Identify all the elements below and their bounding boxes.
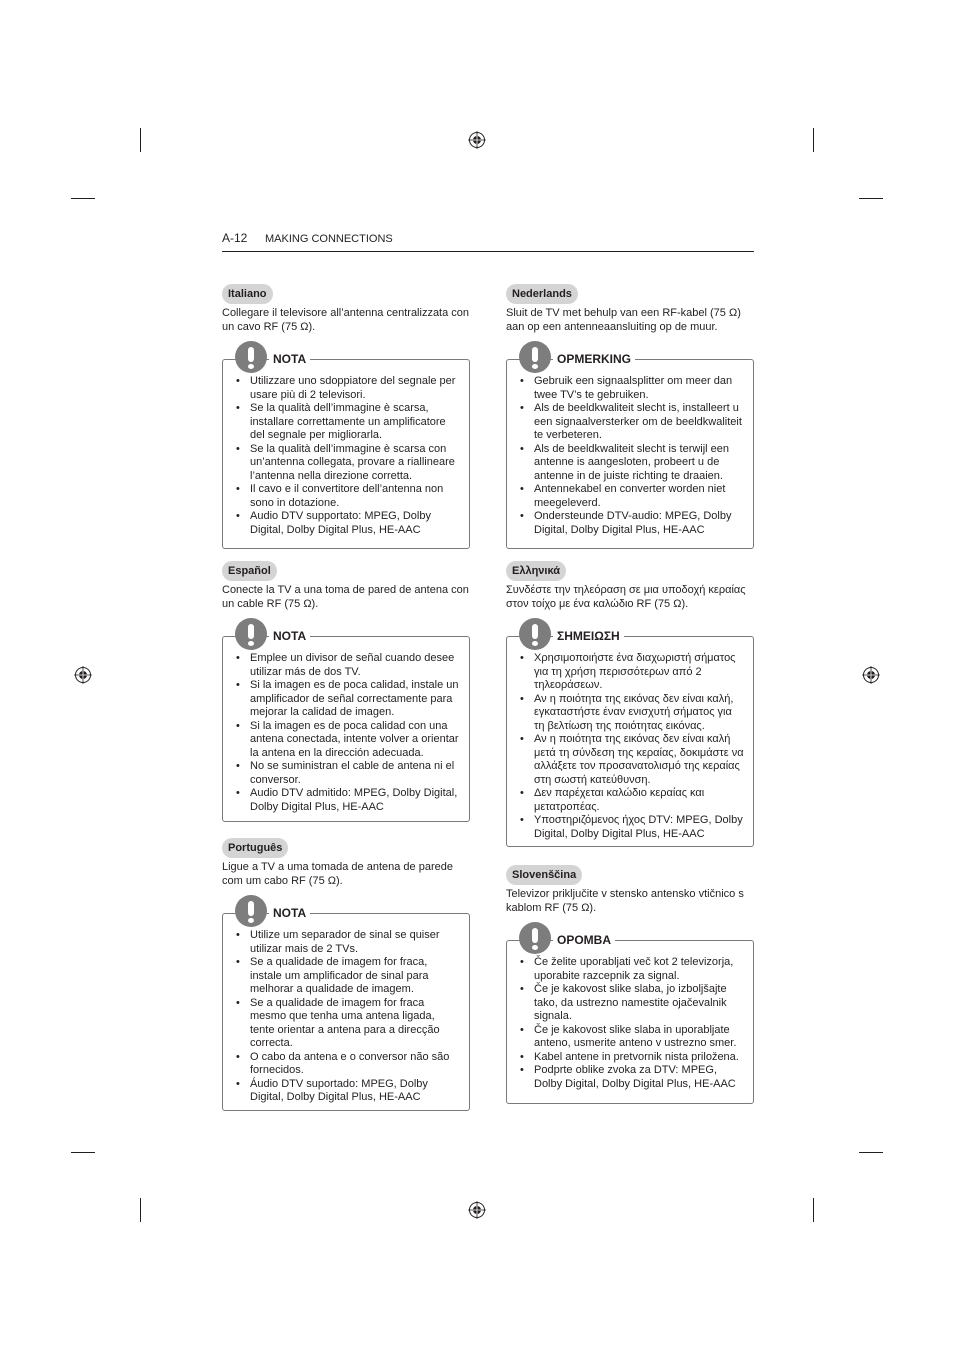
list-item: • Utilizzare uno sdoppiatore del segnale per usare più di 2 televisori. (223, 375, 469, 402)
note-title: NOTA (269, 905, 310, 921)
intro-text: Televizor priključite v stensko antensko vtičnico s kablom RF (75 Ω). (506, 888, 744, 914)
crop-mark (813, 1198, 814, 1222)
list-item: • Υποστηριζόμενος ήχος DTV: MPEG, Dolby Digital, Dolby Digital Plus, HE-AAC (507, 814, 753, 841)
registration-mark-icon (74, 666, 92, 684)
list-item: • Áudio DTV suportado: MPEG, Dolby Digital, Dolby Digital Plus, HE-AAC (223, 1078, 469, 1105)
list-item: • Si la imagen es de poca calidad con una antena conectada, intente volver a orientar la antena en la dirección adecuada. (223, 720, 469, 761)
intro-text: Sluit de TV met behulp van een RF-kabel (75 Ω) aan op een antenneaansluiting op de muur. (506, 307, 741, 333)
language-tag: Slovenščina (506, 865, 582, 885)
list-item: • Če je kakovost slike slaba, jo izboljšajte tako, da ustrezno namestite ojačevalnik signala. (507, 983, 753, 1024)
list-item: • Kabel antene in pretvornik nista priložena. (507, 1051, 753, 1065)
intro-text: Collegare il televisore all’antenna centralizzata con un cavo RF (75 Ω). (222, 307, 470, 333)
list-item: • Če želite uporabljati več kot 2 televizorja, uporabite razcepnik za signal. (507, 956, 753, 983)
note-title: NOTA (269, 628, 310, 644)
list-item: • Se a qualidade de imagem for fraca, instale um amplificador de sinal para melhorar a qualidade de imagem. (223, 956, 469, 997)
note-title: OPOMBA (553, 932, 615, 948)
list-item: • Als de beeldkwaliteit slecht is, installeert u een signaalversterker om de beeldkwaliteit te verbeteren. (507, 402, 753, 443)
note-box (222, 352, 470, 549)
list-item: • Se la qualità dell’immagine è scarsa con un’antenna collegata, provare a riallineare l’antenna nella direzione corretta. (223, 443, 469, 484)
list-item: • Δεν παρέχεται καλώδιο κεραίας και μετατροπέας. (507, 787, 753, 814)
list-item: • Se la qualità dell’immagine è scarsa, installare correttamente un amplificatore del segnale per migliorarla. (223, 402, 469, 443)
crop-mark (71, 198, 95, 199)
intro-text: Συνδέστε την τηλεόραση σε μια υποδοχή κεραίας στον τοίχο με ένα καλώδιο RF (75 Ω). (506, 584, 746, 610)
list-item: • Χρησιμοποιήστε ένα διαχωριστή σήματος για τη χρήση περισσότερων από 2 τηλεοράσεων. (507, 652, 753, 693)
crop-mark (140, 128, 141, 152)
language-tag: Ελληνικά (506, 561, 566, 581)
list-item: • Audio DTV admitido: MPEG, Dolby Digital, Dolby Digital Plus, HE-AAC (223, 787, 469, 814)
intro-text: Conecte la TV a una toma de pared de antena con un cable RF (75 Ω). (222, 584, 469, 610)
note-list (223, 375, 469, 537)
note-list (507, 375, 753, 537)
note-title: OPMERKING (553, 351, 635, 367)
exclamation-icon (519, 618, 551, 650)
exclamation-icon (235, 895, 267, 927)
list-item: • Αν η ποιότητα της εικόνας δεν είναι καλή, εγκαταστήστε έναν ενισχυτή σήματος για τη βελτίωση της ποιότητας εικόνας. (507, 693, 753, 734)
list-item: • Audio DTV supportato: MPEG, Dolby Digital, Dolby Digital Plus, HE-AAC (223, 510, 469, 537)
page-header (222, 230, 754, 252)
list-item: • Se a qualidade de imagem for fraca mesmo que tenha uma antena ligada, tente orientar a antena para a direcção correcta. (223, 997, 469, 1051)
crop-mark (140, 1198, 141, 1222)
note-list (223, 929, 469, 1105)
note-box (222, 629, 470, 822)
list-item: • Emplee un divisor de señal cuando desee utilizar más de dos TV. (223, 652, 469, 679)
list-item: • Podprte oblike zvoka za DTV: MPEG, Dolby Digital, Dolby Digital Plus, HE-AAC (507, 1064, 753, 1091)
list-item: • Gebruik een signaalsplitter om meer dan twee TV’s te gebruiken. (507, 375, 753, 402)
list-item: • Αν η ποιότητα της εικόνας δεν είναι καλή μετά τη σύνδεση της κεραίας, δοκιμάστε να αλλάξετε τον προσανατολισμό της κεραίας στη σωστή κατεύθυνση. (507, 733, 753, 787)
page-number: A-12 (222, 231, 248, 245)
exclamation-icon (235, 341, 267, 373)
note-list (507, 652, 753, 841)
list-item: • Antennekabel en converter worden niet meegeleverd. (507, 483, 753, 510)
exclamation-icon (519, 922, 551, 954)
note-title: ΣΗΜΕΙΩΣΗ (553, 628, 624, 644)
note-box (222, 906, 470, 1111)
note-list (507, 956, 753, 1091)
crop-mark (859, 198, 883, 199)
note-box (506, 933, 754, 1104)
language-tag: Português (222, 838, 288, 858)
language-tag: Español (222, 561, 277, 581)
registration-mark-icon (468, 131, 486, 149)
note-box (506, 629, 754, 847)
list-item: • Ondersteunde DTV-audio: MPEG, Dolby Digital, Dolby Digital Plus, HE-AAC (507, 510, 753, 537)
note-list (223, 652, 469, 814)
registration-mark-icon (862, 666, 880, 684)
list-item: • Če je kakovost slike slaba in uporabljate anteno, usmerite anteno v ustrezno smer. (507, 1024, 753, 1051)
list-item: • Si la imagen es de poca calidad, instale un amplificador de señal correctamente para mejorar la calidad de imagen. (223, 679, 469, 720)
list-item: • Utilize um separador de sinal se quiser utilizar mais de 2 TVs. (223, 929, 469, 956)
crop-mark (71, 1152, 95, 1153)
crop-mark (813, 128, 814, 152)
intro-text: Ligue a TV a uma tomada de antena de parede com um cabo RF (75 Ω). (222, 861, 453, 887)
language-tag: Italiano (222, 284, 273, 304)
note-box (506, 352, 754, 549)
crop-mark (859, 1152, 883, 1153)
registration-mark-icon (468, 1201, 486, 1219)
list-item: • No se suministran el cable de antena ni el conversor. (223, 760, 469, 787)
section-title: MAKING CONNECTIONS (265, 233, 393, 245)
note-title: NOTA (269, 351, 310, 367)
list-item: • Als de beeldkwaliteit slecht is terwijl een antenne is aangesloten, probeert u de antenne in de juiste richting te draaien. (507, 443, 753, 484)
list-item: • Il cavo e il convertitore dell’antenna non sono in dotazione. (223, 483, 469, 510)
exclamation-icon (235, 618, 267, 650)
list-item: • O cabo da antena e o conversor não são fornecidos. (223, 1051, 469, 1078)
exclamation-icon (519, 341, 551, 373)
language-tag: Nederlands (506, 284, 578, 304)
